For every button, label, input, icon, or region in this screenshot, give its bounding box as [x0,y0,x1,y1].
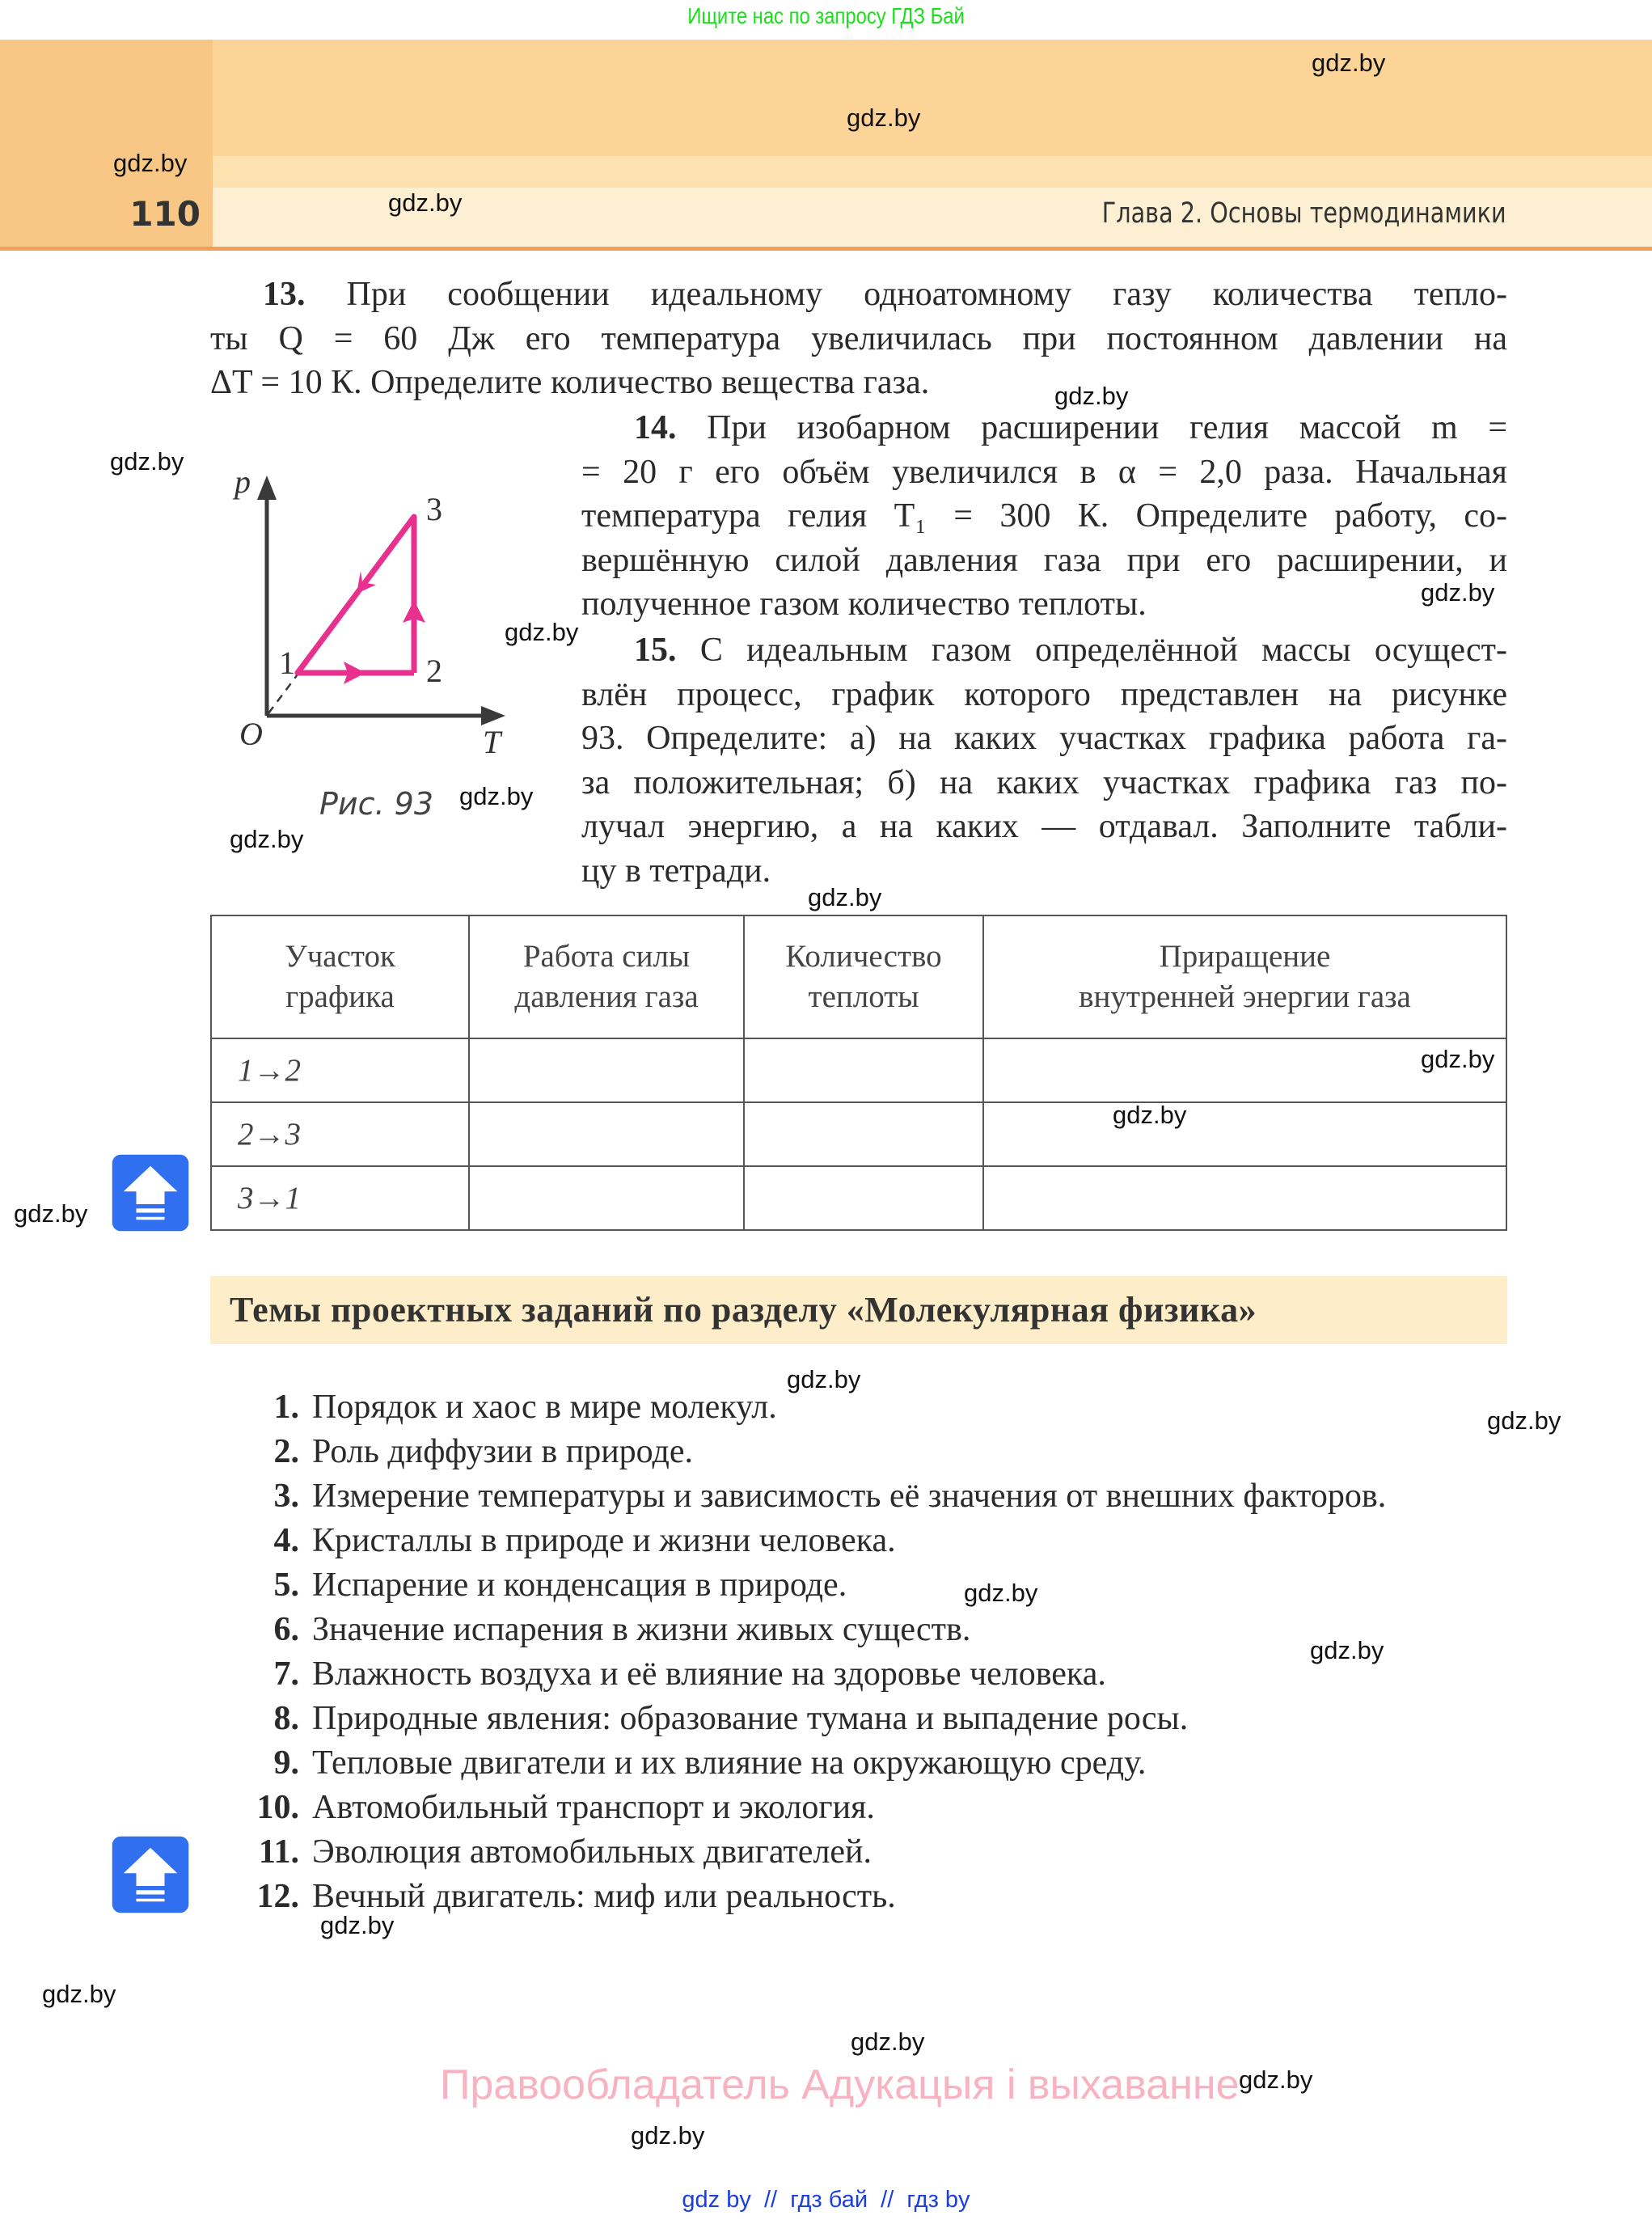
topic-item: Испарение и конденсация в природе. [312,1567,847,1604]
watermark: gdz.by [1310,1636,1384,1664]
problem-15-line [634,628,1507,672]
chapter-title: Глава 2. Основы термодинамики [1102,197,1506,230]
section-title: Темы проектных заданий по разделу «Молекулярная физика» [230,1290,1257,1330]
topic-number: 7. [273,1655,299,1693]
scroll-up-icon[interactable] [111,1153,190,1233]
page-number: 110 [129,194,201,234]
footer-links[interactable]: gdz by // гдз бай // гдз by [682,2187,970,2213]
scroll-up-icon[interactable] [111,1835,190,1914]
watermark: gdz.by [113,149,188,177]
cycle-path [298,517,425,684]
topic-item: Измерение температуры и зависимость её значения от внешних факторов. [312,1478,1387,1515]
problem-text: С идеальным газом определённой массы осущест- [699,632,1508,669]
topic-number: 2. [273,1433,299,1470]
table-row [211,1166,1506,1230]
watermark: gdz.by [1312,49,1386,77]
problem-text: ты Q = 60 Дж его температура увеличилась при постоянном давлении на [210,319,1507,357]
watermark: gdz.by [320,1911,395,1939]
topic-number: 5. [273,1567,299,1604]
topic-item: Вечный двигатель: миф или реальность. [312,1878,896,1915]
problem-text: При изобарном расширении гелия массой m = [707,409,1508,446]
cell [744,1166,983,1230]
problem-14-line [581,450,1507,494]
topic-number: 9. [273,1744,299,1782]
cell [469,1102,744,1166]
problem-15-line [581,761,1507,805]
watermark: gdz.by [808,883,882,911]
topic-item: Роль диффузии в природе. [312,1433,693,1470]
cell [983,1166,1506,1230]
watermark: gdz.by [459,782,534,810]
row-label: 2→3 [211,1102,469,1166]
axis-label-t: T [483,724,501,760]
topic-number: 3. [273,1478,299,1515]
row-label: 3→1 [211,1166,469,1230]
cell [744,1038,983,1102]
topic-item: Автомобильный транспорт и экология. [312,1789,875,1826]
cell [744,1102,983,1166]
problem-number: 15. [634,632,677,669]
row-label: 1→2 [211,1038,469,1102]
topic-item: Природные явления: образование тумана и выпадение росы. [312,1700,1189,1737]
watermark: gdz.by [851,2027,925,2056]
problem-text: 93. Определите: а) на каких участках графика работа га- [581,720,1507,758]
problem-text: за положительная; б) на каких участках графика газ по- [581,763,1507,801]
watermark: gdz.by [1421,578,1495,607]
watermark: gdz.by [14,1199,88,1228]
axis-label-origin: O [239,716,263,752]
problem-14-line [581,539,1507,582]
watermark: gdz.by [42,1980,116,2008]
cell [469,1166,744,1230]
table-row [211,1102,1506,1166]
watermark: gdz.by [110,447,184,476]
problem-15-line [581,805,1507,848]
problem-14-line [581,582,1507,626]
figure-caption: Рис. 93 [319,786,434,822]
search-hint: Ищите нас по запросу ГДЗ Бай [687,3,965,28]
problem-text: температура гелия T₁ = 300 К. Определите работу, со- [581,497,1507,535]
topic-item: Тепловые двигатели и их влияние на окружающую среду. [312,1744,1147,1782]
topic-item: Кристаллы в природе и жизни человека. [312,1522,896,1559]
point-label-2: 2 [426,653,442,689]
topic-item: Порядок и хаос в мире молекул. [312,1389,777,1426]
point-label-1: 1 [279,645,295,681]
watermark: gdz.by [1054,382,1129,410]
watermark: gdz.by [1487,1406,1561,1435]
watermark: gdz.by [388,188,463,217]
fill-in-table [210,915,1507,1231]
problem-text: лучал энергию, а на каких — отдавал. Заполните табли- [581,808,1507,846]
header-cell: Приращение внутренней энергии газа [983,915,1506,1038]
p-axis-arrow-icon [257,476,277,500]
header-cell: Участок графика [211,915,469,1038]
problem-text: вершённую силой давления газа при его расширении, и [581,541,1507,579]
problem-text: влён процесс, график которого представлен на рисунке [581,675,1507,713]
problem-text: При сообщении идеальному одноатомному газу количества тепло- [346,276,1507,313]
problem-15-line [581,673,1507,717]
topic-item: Эволюция автомобильных двигателей. [312,1833,872,1871]
problem-14-line [581,494,1507,538]
watermark: gdz.by [847,104,921,132]
topic-number: 11. [258,1833,299,1871]
problem-15-line [581,717,1507,760]
table-row [211,1038,1506,1102]
cell [469,1038,744,1102]
copyright-notice: Правообладатель Адукацыя і выхаванне [440,2061,1240,2108]
problem-text: = 20 г его объём увеличился в α = 2,0 раза. Начальная [581,453,1507,491]
topic-item: Влажность воздуха и её влияние на здоровье человека. [312,1655,1106,1693]
watermark: gdz.by [964,1579,1038,1607]
problem-15-line [581,849,1507,893]
watermark: gdz.by [230,825,304,853]
figure-93 [0,0,566,857]
point-label-3: 3 [426,491,442,527]
axis-label-p: p [234,463,251,500]
topic-number: 10. [256,1789,299,1826]
problem-text: цу в тетради. [581,852,771,890]
topic-number: 12. [256,1878,299,1915]
watermark: gdz.by [1113,1101,1187,1129]
table-header-row [211,915,1506,1038]
topic-number: 4. [273,1522,299,1559]
problem-number: 13. [263,276,306,313]
topic-number: 6. [273,1611,299,1648]
watermark: gdz.by [631,2121,705,2150]
topic-number: 8. [273,1700,299,1737]
segment-3-1 [298,517,414,673]
watermark: gdz.by [1239,2065,1313,2094]
problem-text: полученное газом количество теплоты. [581,586,1147,624]
header-cell: Количество теплоты [744,915,983,1038]
problem-14-line [634,406,1507,450]
header-cell: Работа силы давления газа [469,915,744,1038]
topic-number: 1. [273,1389,299,1426]
cell [983,1102,1506,1166]
watermark: gdz.by [787,1365,861,1393]
topic-item: Значение испарения в жизни живых существ. [312,1611,971,1648]
problem-number: 14. [634,409,677,446]
problem-text: ΔT = 10 К. Определите количество вещества газа. [210,364,930,402]
watermark: gdz.by [1421,1045,1495,1073]
watermark: gdz.by [505,618,579,646]
